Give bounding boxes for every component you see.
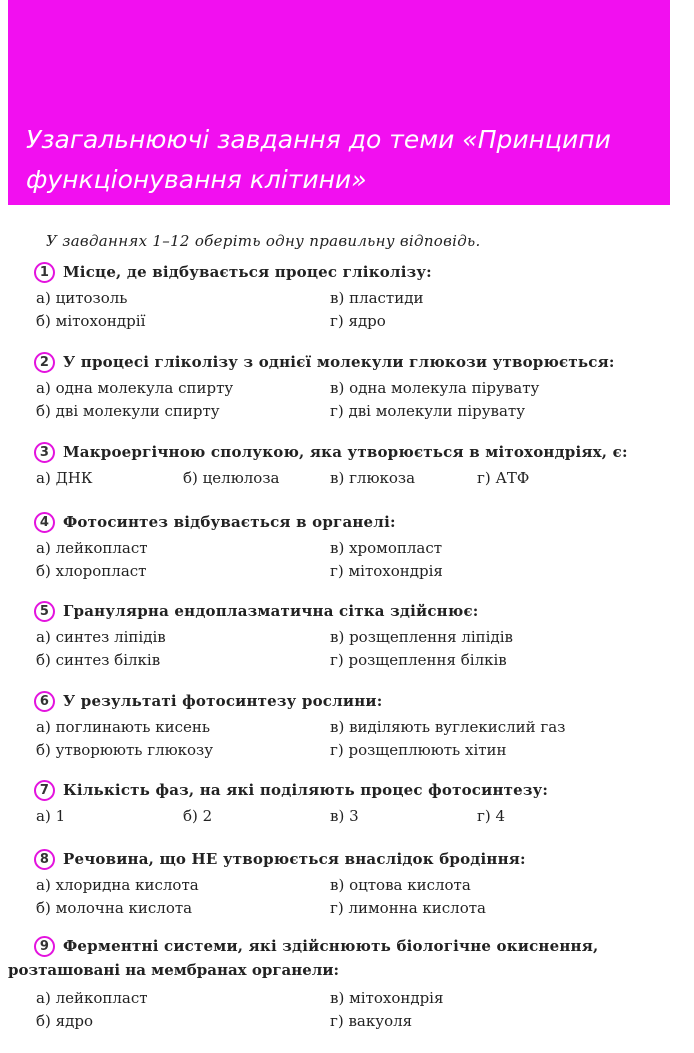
answer-option[interactable]: г) 4 xyxy=(477,806,506,825)
title-banner xyxy=(8,0,670,205)
answer-option[interactable]: а) поглинають кисень xyxy=(36,717,211,736)
answer-option[interactable]: г) АТФ xyxy=(477,468,530,487)
answer-option[interactable]: в) пластиди xyxy=(330,288,424,307)
answer-option[interactable]: а) синтез ліпідів xyxy=(36,627,166,646)
question-text: Гранулярна ендоплазматична сітка здійснює: xyxy=(63,602,479,620)
answer-options xyxy=(36,536,672,582)
answer-option[interactable]: г) ядро xyxy=(330,311,386,330)
answer-options xyxy=(36,986,672,1032)
answer-option[interactable]: б) 2 xyxy=(183,806,213,825)
question-number-badge: 5 xyxy=(34,601,55,622)
task-4 xyxy=(22,508,672,582)
question-number-badge: 4 xyxy=(34,512,55,533)
question-text: Фотосинтез відбувається в органелі: xyxy=(63,513,396,531)
answer-option[interactable]: а) одна молекула спирту xyxy=(36,378,234,397)
task-5 xyxy=(22,597,672,671)
answer-option[interactable]: г) лимонна кислота xyxy=(330,898,486,917)
answer-options xyxy=(36,715,672,761)
answer-option[interactable]: г) вакуоля xyxy=(330,1011,413,1030)
question-number-badge: 3 xyxy=(34,442,55,463)
question-text: Макроергічною сполукою, яка утворюється в мітохондріях, є: xyxy=(63,443,628,461)
answer-option[interactable]: б) молочна кислота xyxy=(36,898,193,917)
answer-option[interactable]: б) хлоропласт xyxy=(36,561,147,580)
answer-option[interactable]: г) мітохондрія xyxy=(330,561,443,580)
question xyxy=(8,932,672,960)
answer-options xyxy=(36,466,672,489)
question xyxy=(22,597,672,625)
answer-option[interactable]: г) розщеплення білків xyxy=(330,650,507,669)
question-text: Речовина, що НЕ утворюється внаслідок бродіння: xyxy=(63,850,526,868)
question-number-badge: 9 xyxy=(34,936,55,957)
question-text: У процесі гліколізу з однієї молекули глюкози утворюється: xyxy=(63,353,615,371)
task-9 xyxy=(8,932,672,1032)
question-number-badge: 7 xyxy=(34,780,55,801)
answer-option[interactable]: б) утворюють глюкозу xyxy=(36,740,214,759)
answer-option[interactable]: в) виділяють вуглекислий газ xyxy=(330,717,566,736)
answer-options xyxy=(36,286,672,332)
question-text: Кількість фаз, на які поділяють процес фотосинтезу: xyxy=(63,781,549,799)
task-1 xyxy=(22,258,672,332)
answer-option[interactable]: г) дві молекули пірувату xyxy=(330,401,526,420)
question xyxy=(22,348,672,376)
answer-option[interactable]: в) хромопласт xyxy=(330,538,443,557)
answer-option[interactable]: б) ядро xyxy=(36,1011,93,1030)
task-7 xyxy=(22,776,672,827)
answer-option[interactable]: а) лейкопласт xyxy=(36,538,148,557)
page-title-line-2: функціонування клітини» xyxy=(26,165,367,194)
question xyxy=(22,845,672,873)
answer-option[interactable]: в) 3 xyxy=(330,806,359,825)
question xyxy=(22,508,672,536)
answer-option[interactable]: а) лейкопласт xyxy=(36,988,148,1007)
answer-option[interactable]: в) оцтова кислота xyxy=(330,875,471,894)
answer-option[interactable]: б) дві молекули спирту xyxy=(36,401,220,420)
question-number-badge: 8 xyxy=(34,849,55,870)
question-text: У результаті фотосинтезу рослини: xyxy=(63,692,383,710)
answer-options xyxy=(36,873,672,919)
question-text: Місце, де відбувається процес гліколізу: xyxy=(63,263,432,281)
answer-option[interactable]: в) глюкоза xyxy=(330,468,416,487)
answer-options xyxy=(36,804,672,827)
question-number-badge: 6 xyxy=(34,691,55,712)
instruction-text: У завданнях 1–12 оберіть одну правильну відповідь. xyxy=(46,232,481,250)
question-number-badge: 1 xyxy=(34,262,55,283)
answer-options xyxy=(36,625,672,671)
question-number-badge: 2 xyxy=(34,352,55,373)
answer-option[interactable]: б) синтез білків xyxy=(36,650,161,669)
page-title-line-1: Узагальнюючі завдання до теми «Принципи xyxy=(26,125,611,154)
answer-option[interactable]: а) хлоридна кислота xyxy=(36,875,199,894)
task-3 xyxy=(22,438,672,489)
question xyxy=(22,438,672,466)
answer-option[interactable]: а) цитозоль xyxy=(36,288,128,307)
page-title xyxy=(26,120,676,200)
question xyxy=(22,776,672,804)
answer-option[interactable]: г) розщеплюють хітин xyxy=(330,740,507,759)
task-6 xyxy=(22,687,672,761)
task-8 xyxy=(22,845,672,919)
question-text: Ферментні системи, які здійснюють біологічне окиснення, xyxy=(63,937,599,955)
task-2 xyxy=(22,348,672,422)
question-text-continued: розташовані на мембранах органели: xyxy=(8,961,340,979)
answer-options xyxy=(36,376,672,422)
question xyxy=(22,258,672,286)
answer-option[interactable]: в) мітохондрія xyxy=(330,988,444,1007)
answer-option[interactable]: а) ДНК xyxy=(36,468,93,487)
answer-option[interactable]: а) 1 xyxy=(36,806,66,825)
answer-option[interactable]: б) целюлоза xyxy=(183,468,280,487)
question xyxy=(22,687,672,715)
answer-option[interactable]: б) мітохондрії xyxy=(36,311,146,330)
answer-option[interactable]: в) розщеплення ліпідів xyxy=(330,627,513,646)
answer-option[interactable]: в) одна молекула пірувату xyxy=(330,378,540,397)
